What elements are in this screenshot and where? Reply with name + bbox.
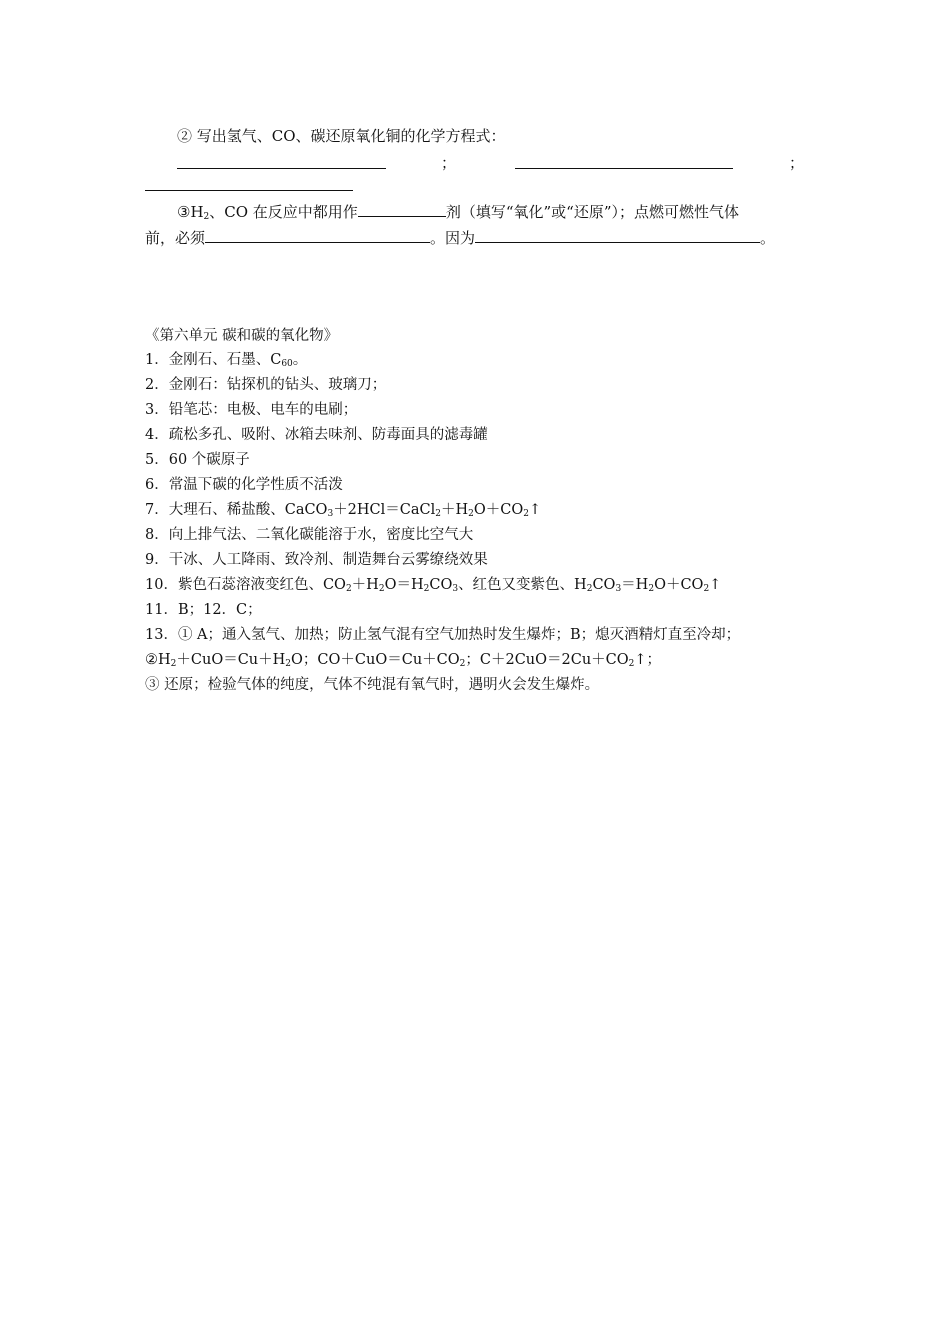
answer-title: 《第六单元 碳和碳的氧化物》	[145, 328, 339, 344]
question-3-line-2: 前，必须 。因为 。	[145, 229, 776, 247]
answer-5: 5．60 个碳原子	[145, 452, 250, 468]
question-3-line-1: $③H_2$、CO 在反应中都用作 剂（填写“氧化”或“还原”）；点燃可燃性气体	[177, 203, 739, 222]
answer-7: 7．大理石、稀盐酸、$CaCO_3+2HCl=CaCl_2+H_2O+CO_2↑$	[145, 502, 542, 519]
blank	[515, 153, 733, 169]
answer-blank-2	[515, 153, 733, 174]
blank	[358, 201, 446, 217]
separator: ；	[441, 154, 457, 172]
answer-13-part-2: $②H_2+CuO=Cu+H_2O$；$CO+CuO=Cu+CO_2$；$C+2CuO=2Cu+CO_2↑$；	[145, 652, 662, 669]
answer-11-12: 11．B；12．C；	[145, 602, 262, 618]
answer-8: 8．向上排气法、二氧化碳能溶于水，密度比空气大	[145, 527, 474, 543]
answer-6: 6．常温下碳的化学性质不活泼	[145, 477, 343, 493]
answer-10: 10．紫色石蕊溶液变红色、$CO_2+H_2O=H_2CO_3$、红色又变紫色、$H_2CO_3=H_2O+CO_2↑$	[145, 577, 722, 594]
answer-4: 4．疏松多孔、吸附、冰箱去味剂、防毒面具的滤毒罐	[145, 427, 488, 443]
blank	[177, 153, 386, 169]
blank	[475, 227, 760, 243]
answer-1: 1．金刚石、石墨、$C_{60}$。	[145, 352, 308, 369]
separator: ；	[789, 154, 805, 172]
question-2-text: ② 写出氢气、CO、碳还原氧化铜的化学方程式：	[177, 127, 506, 145]
answer-blank-1	[177, 153, 386, 174]
answer-2: 2．金刚石：钻探机的钻头、玻璃刀；	[145, 377, 387, 393]
blank	[145, 175, 353, 191]
blank	[205, 227, 430, 243]
answer-blank-3	[145, 175, 353, 196]
answer-3: 3．铅笔芯：电极、电车的电刷；	[145, 402, 358, 418]
answer-9: 9．干冰、人工降雨、致冷剂、制造舞台云雾缭绕效果	[145, 552, 488, 568]
answer-13-part-3: ③ 还原；检验气体的纯度，气体不纯混有氧气时，遇明火会发生爆炸。	[145, 677, 600, 693]
answer-13-part-1: 13．① A；通入氢气、加热；防止氢气混有空气加热时发生爆炸；B；熄灭酒精灯直至冷却；	[145, 627, 741, 643]
